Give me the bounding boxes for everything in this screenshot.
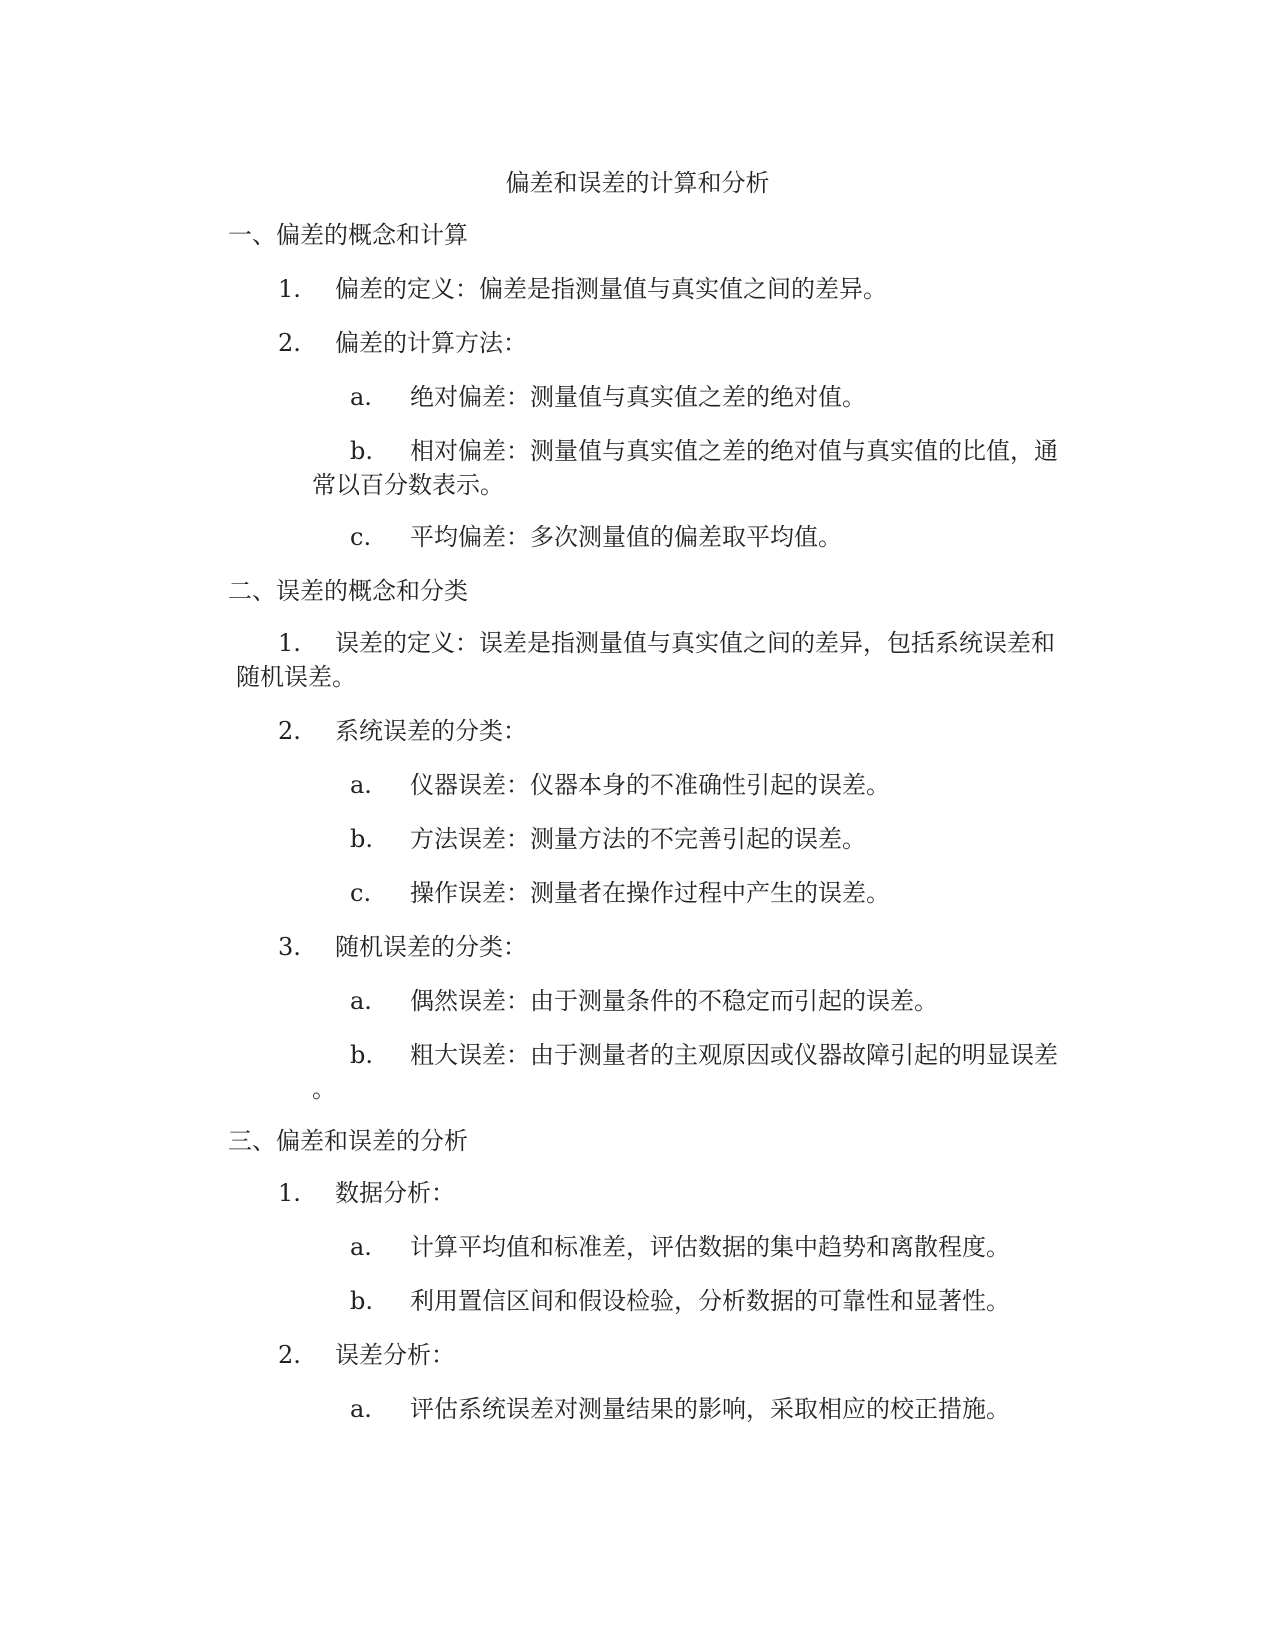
- list-number: 2.: [278, 717, 301, 745]
- sublist-item-text: 偶然误差：由于测量条件的不稳定而引起的误差。: [410, 987, 938, 1015]
- list-item-text: 随机误差的分类：: [335, 933, 527, 961]
- sublist-letter: a.: [350, 1233, 372, 1261]
- list-item-text: 误差的定义：误差是指测量值与真实值之间的差异，包括系统误差和: [335, 629, 1055, 657]
- sublist-item-text: 评估系统误差对测量结果的影响，采取相应的校正措施。: [410, 1395, 1010, 1423]
- list-item-text: 误差分析：: [335, 1341, 455, 1369]
- list-number: 3.: [278, 933, 301, 961]
- sublist-letter: a.: [350, 383, 372, 411]
- sublist-item-text: 方法误差：测量方法的不完善引起的误差。: [410, 825, 866, 853]
- list-item-continuation: 随机误差。: [236, 663, 356, 691]
- sublist-letter: b.: [350, 1287, 373, 1315]
- sublist-item-text: 绝对偏差：测量值与真实值之差的绝对值。: [410, 383, 866, 411]
- list-number: 2.: [278, 329, 301, 357]
- sublist-letter: b.: [350, 1041, 373, 1069]
- sublist-item-text: 仪器误差：仪器本身的不准确性引起的误差。: [410, 771, 890, 799]
- sublist-item-text: 操作误差：测量者在操作过程中产生的误差。: [410, 879, 890, 907]
- list-number: 1.: [278, 275, 301, 303]
- section-heading-3: 三、偏差和误差的分析: [228, 1127, 468, 1155]
- section-heading-2: 二、误差的概念和分类: [228, 577, 468, 605]
- list-number: 1.: [278, 629, 301, 657]
- list-item-text: 数据分析：: [335, 1179, 455, 1207]
- sublist-letter: a.: [350, 1395, 372, 1423]
- list-number: 2.: [278, 1341, 301, 1369]
- sublist-item-text: 平均偏差：多次测量值的偏差取平均值。: [410, 523, 842, 551]
- sublist-letter: a.: [350, 771, 372, 799]
- list-item-text: 偏差的计算方法：: [335, 329, 527, 357]
- sublist-item-text: 粗大误差：由于测量者的主观原因或仪器故障引起的明显误差: [410, 1041, 1058, 1069]
- sublist-item-text: 利用置信区间和假设检验，分析数据的可靠性和显著性。: [410, 1287, 1010, 1315]
- list-number: 1.: [278, 1179, 301, 1207]
- sublist-letter: b.: [350, 825, 373, 853]
- sublist-letter: c.: [350, 879, 372, 907]
- sublist-item-continuation: 常以百分数表示。: [312, 471, 504, 499]
- sublist-letter: c.: [350, 523, 372, 551]
- section-heading-1: 一、偏差的概念和计算: [228, 221, 468, 249]
- list-item-text: 偏差的定义：偏差是指测量值与真实值之间的差异。: [335, 275, 887, 303]
- sublist-item-continuation: 。: [312, 1075, 336, 1103]
- list-item-text: 系统误差的分类：: [335, 717, 527, 745]
- sublist-letter: b.: [350, 437, 373, 465]
- sublist-item-text: 计算平均值和标准差，评估数据的集中趋势和离散程度。: [410, 1233, 1010, 1261]
- sublist-item-text: 相对偏差：测量值与真实值之差的绝对值与真实值的比值，通: [410, 437, 1058, 465]
- document-title: 偏差和误差的计算和分析: [505, 169, 770, 197]
- sublist-letter: a.: [350, 987, 372, 1015]
